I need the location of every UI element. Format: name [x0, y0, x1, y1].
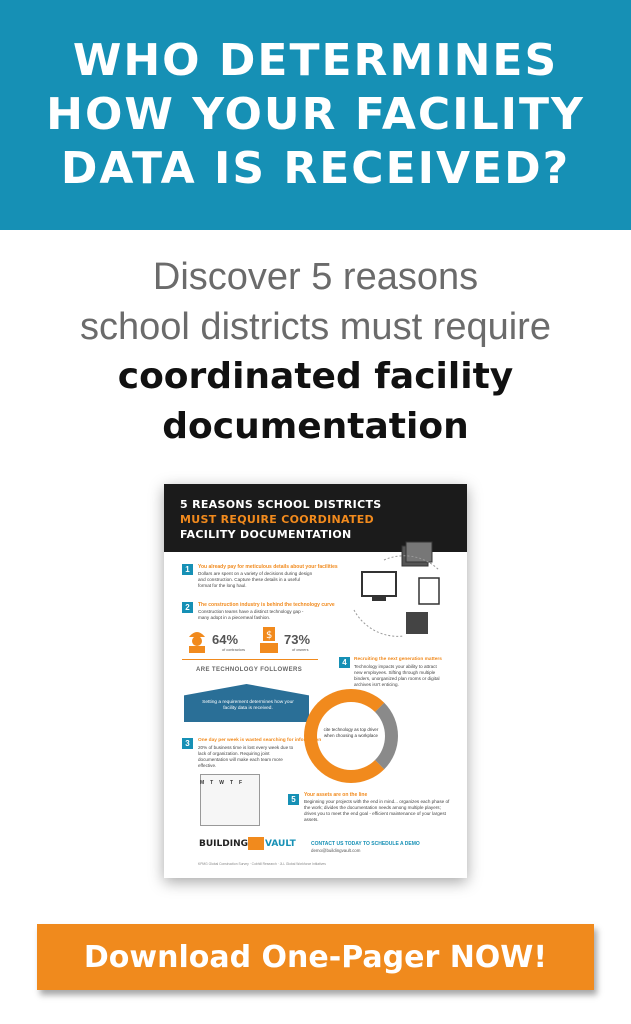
- reason-2-heading: The construction industry is behind the technology curve: [198, 602, 335, 608]
- brand-vault: VAULT: [265, 839, 296, 849]
- reason-4-number: 4: [339, 657, 350, 668]
- stat-owners-label: of owners: [292, 648, 309, 652]
- contact-email[interactable]: demo@buildingvault.com: [311, 848, 361, 853]
- worker-icon: [186, 627, 208, 653]
- reason-1-number: 1: [182, 564, 193, 575]
- download-one-pager-button[interactable]: Download One-Pager NOW!: [37, 924, 594, 990]
- hero-title-line-2: HOW YOUR FACILITY: [46, 89, 585, 140]
- reason-3-heading: One day per week is wasted searching for information: [198, 738, 322, 743]
- reason-5-heading: Your assets are on the line: [304, 792, 368, 798]
- reason-5-body: Beginning your projects with the end in mind... organizes each phase of the work; divides the documentation needs among multiple players; drives you to meet the end goal - efficient maintenance of your largest assets.: [304, 799, 450, 822]
- reason-2-number: 2: [182, 602, 193, 613]
- subheading: [0, 252, 631, 452]
- one-pager-title-3: FACILITY DOCUMENTATION: [180, 528, 352, 541]
- hero-banner: [0, 0, 631, 230]
- documents-cycle-icon: [344, 540, 454, 640]
- calendar-days: MTWTF: [200, 780, 249, 786]
- hero-title-line-3: DATA IS RECEIVED?: [60, 143, 571, 194]
- brand-building: BUILDING: [199, 839, 248, 849]
- svg-text:$: $: [266, 630, 273, 641]
- stats-divider: [182, 659, 318, 660]
- reason-3-number: 3: [182, 738, 193, 749]
- hero-title-line-1: WHO DETERMINES: [72, 35, 559, 86]
- subheading-bold-line-1: coordinated facility: [117, 356, 514, 397]
- subheading-line-2: school districts must require: [80, 306, 551, 348]
- stat-owners-value: 73%: [284, 632, 311, 647]
- house-callout-text: Setting a requirement determines how your facility data is received.: [202, 700, 294, 711]
- footnote: KPMG Global Construction Survey · Cobhill Research · JLL Global Workforce Initiatives: [198, 862, 326, 866]
- young-workers-ring-label: cite technology as top driver when choosing a workplace: [323, 727, 379, 738]
- reason-2-body: Construction teams have a distinct technology gap - many adopt in a piecemeal fashion.: [198, 609, 304, 620]
- contact-cta-text: CONTACT US TODAY TO SCHEDULE A DEMO: [311, 841, 420, 847]
- reason-1-heading: You already pay for meticulous details about your facilities: [198, 564, 338, 570]
- stat-contractors-label: of contractors: [222, 648, 246, 652]
- subheading-line-1: Discover 5 reasons: [152, 256, 479, 298]
- brand-logo-icon: [248, 837, 264, 850]
- technology-followers-label: ARE TECHNOLOGY FOLLOWERS: [196, 667, 303, 673]
- reason-3-body: 20% of business time is lost every week due to lack of organization. Requiring joint documentation will make each team more effective.: [198, 745, 294, 768]
- stat-contractors-value: 64%: [212, 632, 239, 647]
- owner-icon: [258, 627, 280, 653]
- reason-4-heading: Recruiting the next generation matters: [354, 657, 442, 662]
- subheading-bold-line-2: documentation: [162, 406, 469, 447]
- one-pager-preview[interactable]: [164, 484, 467, 878]
- reason-4-body: Technology impacts your ability to attract new employees. Sifting through multiple binders, unorganized plan rooms or digital archives isn't enticing.: [354, 664, 440, 687]
- reason-1-body: Dollars are spent on a variety of decisions during design and construction. Capture these details in a useful format for the long haul.: [198, 571, 313, 588]
- one-pager-title-1: 5 REASONS SCHOOL DISTRICTS: [180, 498, 382, 511]
- reason-5-number: 5: [288, 794, 299, 805]
- one-pager-title-2: MUST REQUIRE COORDINATED: [180, 513, 374, 526]
